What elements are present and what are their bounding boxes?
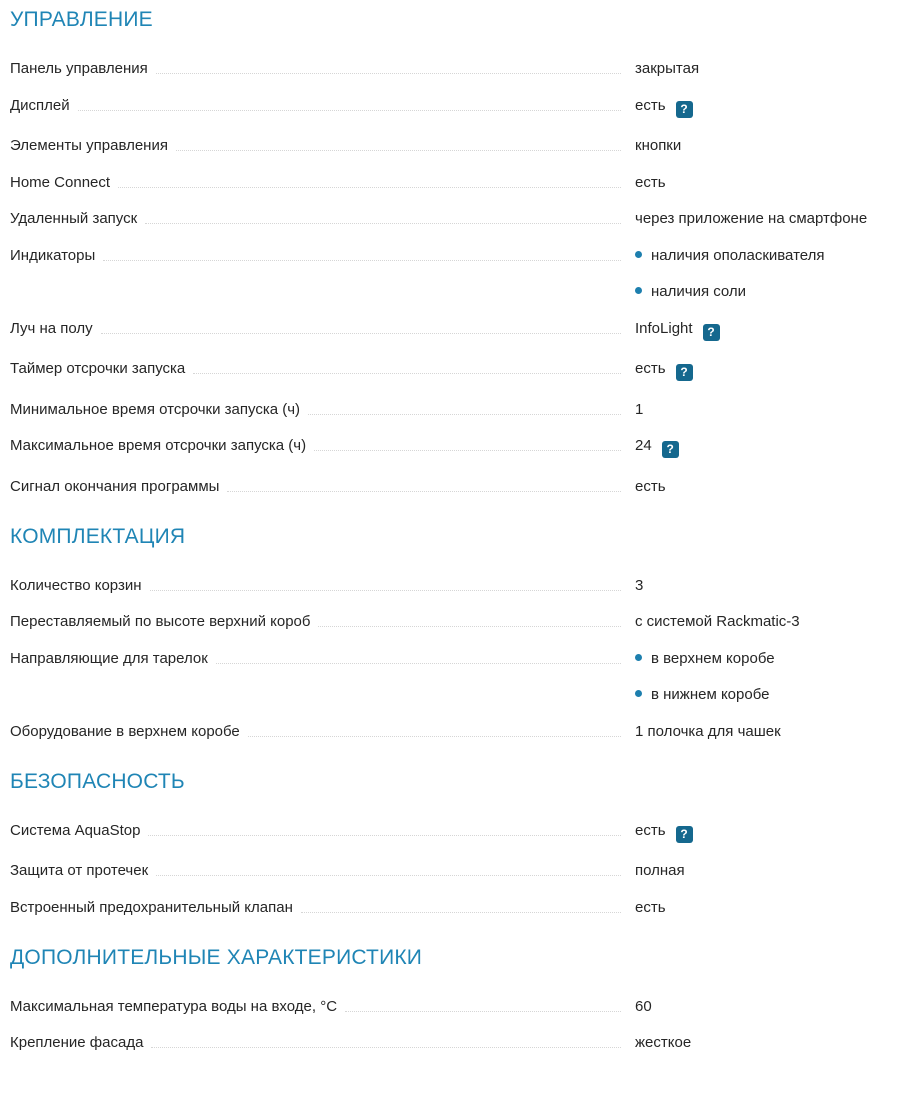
row-value — [635, 822, 886, 843]
dotted-leader — [156, 862, 621, 876]
spec-row — [10, 650, 886, 704]
section-title: КОМПЛЕКТАЦИЯ — [10, 524, 186, 548]
value-line — [635, 137, 886, 154]
row-value — [635, 360, 886, 381]
row-label: Защита от протечек — [10, 862, 149, 879]
value-text: есть — [635, 173, 666, 191]
row-value — [635, 650, 886, 704]
spec-row — [10, 401, 886, 418]
row-value — [635, 437, 886, 458]
dotted-leader — [301, 899, 621, 913]
row-value — [635, 320, 886, 341]
bullet-icon — [635, 251, 642, 258]
spec-row — [10, 862, 886, 879]
dotted-leader — [150, 577, 621, 591]
spec-row — [10, 577, 886, 594]
value-text: 3 — [635, 576, 644, 594]
dotted-leader — [248, 723, 621, 737]
value-line — [635, 822, 886, 843]
value-text: 1 — [635, 400, 644, 418]
value-text: наличия ополаскивателя — [651, 246, 825, 264]
row-label: Таймер отсрочки запуска — [10, 360, 186, 377]
row-label: Количество корзин — [10, 576, 142, 594]
row-value — [635, 478, 886, 495]
value-line — [635, 899, 886, 916]
section-title: УПРАВЛЕНИЕ — [10, 8, 153, 31]
spec-row — [10, 899, 886, 916]
row-value — [635, 613, 886, 630]
row-label: Индикаторы — [10, 246, 96, 264]
value-line — [635, 577, 886, 594]
value-line — [635, 686, 886, 703]
value-text: с системой Rackmatic-3 — [635, 613, 800, 630]
row-label: Крепление фасада — [10, 1034, 144, 1051]
dotted-leader — [345, 998, 621, 1012]
row-value — [635, 998, 886, 1015]
value-line — [635, 1034, 886, 1051]
value-text: 24 — [635, 437, 652, 454]
spec-row — [10, 998, 886, 1015]
dotted-leader — [151, 1034, 621, 1048]
spec-row — [10, 437, 886, 458]
row-value — [635, 210, 886, 227]
value-text: полная — [635, 862, 685, 879]
dotted-leader — [176, 137, 621, 151]
row-label: Дисплей — [10, 96, 70, 114]
value-line — [635, 723, 886, 740]
dotted-leader — [314, 437, 621, 451]
row-label: Элементы управления — [10, 137, 168, 154]
spec-section — [10, 525, 886, 740]
row-label: Панель управления — [10, 60, 148, 77]
spec-section — [10, 770, 886, 916]
value-line — [635, 60, 886, 77]
value-line — [635, 320, 886, 341]
value-line — [635, 650, 886, 667]
spec-row — [10, 320, 886, 341]
value-text: закрытая — [635, 60, 700, 77]
value-text: наличия соли — [651, 283, 747, 300]
row-label: Максимальная температура воды на входе, °C — [10, 997, 338, 1015]
row-value — [635, 577, 886, 594]
row-label: Система AquaStop — [10, 821, 141, 839]
value-text: есть — [635, 360, 666, 377]
help-icon[interactable]: ? — [662, 441, 679, 458]
value-text: жесткое — [635, 1034, 692, 1051]
spec-row — [10, 137, 886, 154]
row-value — [635, 97, 886, 118]
dotted-leader — [78, 97, 621, 111]
row-label: Максимальное время отсрочки запуска (ч) — [10, 437, 307, 454]
value-line — [635, 283, 886, 300]
row-label: Оборудование в верхнем коробе — [10, 722, 240, 740]
row-value — [635, 60, 886, 77]
row-value — [635, 723, 886, 740]
spec-section — [10, 946, 886, 1052]
dotted-leader — [156, 60, 621, 74]
spec-row — [10, 360, 886, 381]
spec-section — [10, 8, 886, 495]
value-line — [635, 97, 886, 118]
dotted-leader — [216, 650, 621, 664]
spec-row — [10, 174, 886, 191]
value-line — [635, 210, 886, 227]
value-line — [635, 247, 886, 264]
row-label: Направляющие для тарелок — [10, 649, 208, 667]
bullet-icon — [635, 287, 642, 294]
bullet-icon — [635, 690, 642, 697]
row-value — [635, 401, 886, 418]
spec-row — [10, 478, 886, 495]
section-title: ДОПОЛНИТЕЛЬНЫЕ ХАРАКТЕРИСТИКИ — [10, 945, 423, 969]
help-icon[interactable]: ? — [703, 324, 720, 341]
row-label: Удаленный запуск — [10, 210, 138, 227]
dotted-leader — [193, 360, 621, 374]
value-line — [635, 613, 886, 630]
bullet-icon — [635, 654, 642, 661]
help-icon[interactable]: ? — [676, 101, 693, 118]
help-icon[interactable]: ? — [676, 364, 693, 381]
value-line — [635, 174, 886, 191]
dotted-leader — [118, 174, 621, 188]
value-text: в нижнем коробе — [651, 686, 770, 703]
row-value — [635, 899, 886, 916]
spec-row — [10, 247, 886, 301]
spec-row — [10, 97, 886, 118]
dotted-leader — [227, 478, 621, 492]
spec-row — [10, 613, 886, 630]
value-text: 1 полочка для чашек — [635, 722, 781, 740]
help-icon[interactable]: ? — [676, 826, 693, 843]
row-value — [635, 137, 886, 154]
value-line — [635, 862, 886, 879]
row-label: Сигнал окончания программы — [10, 477, 220, 495]
value-text: InfoLight — [635, 319, 693, 337]
value-line — [635, 998, 886, 1015]
value-text: есть — [635, 96, 666, 114]
value-line — [635, 437, 886, 458]
row-label: Home Connect — [10, 173, 111, 191]
value-text: через приложение на смартфоне — [635, 210, 868, 227]
value-text: есть — [635, 898, 666, 916]
value-line — [635, 478, 886, 495]
row-value — [635, 862, 886, 879]
row-value — [635, 247, 886, 301]
value-line — [635, 401, 886, 418]
value-text: кнопки — [635, 137, 682, 154]
spec-row — [10, 723, 886, 740]
value-text: в верхнем коробе — [651, 649, 775, 667]
dotted-leader — [103, 247, 621, 261]
dotted-leader — [101, 320, 621, 334]
row-value — [635, 174, 886, 191]
dotted-leader — [145, 210, 621, 224]
spec-row — [10, 1034, 886, 1051]
row-label: Встроенный предохранительный клапан — [10, 898, 293, 916]
row-value — [635, 1034, 886, 1051]
value-text: есть — [635, 477, 666, 495]
row-label: Переставляемый по высоте верхний короб — [10, 613, 311, 630]
row-label: Луч на полу — [10, 319, 93, 337]
value-line — [635, 360, 886, 381]
spec-row — [10, 822, 886, 843]
spec-row — [10, 210, 886, 227]
value-text: есть — [635, 821, 666, 839]
value-text: 60 — [635, 997, 652, 1015]
row-label: Минимальное время отсрочки запуска (ч) — [10, 400, 301, 418]
dotted-leader — [318, 613, 621, 627]
dotted-leader — [148, 822, 621, 836]
spec-row — [10, 60, 886, 77]
section-title: БЕЗОПАСНОСТЬ — [10, 769, 185, 793]
dotted-leader — [308, 401, 621, 415]
